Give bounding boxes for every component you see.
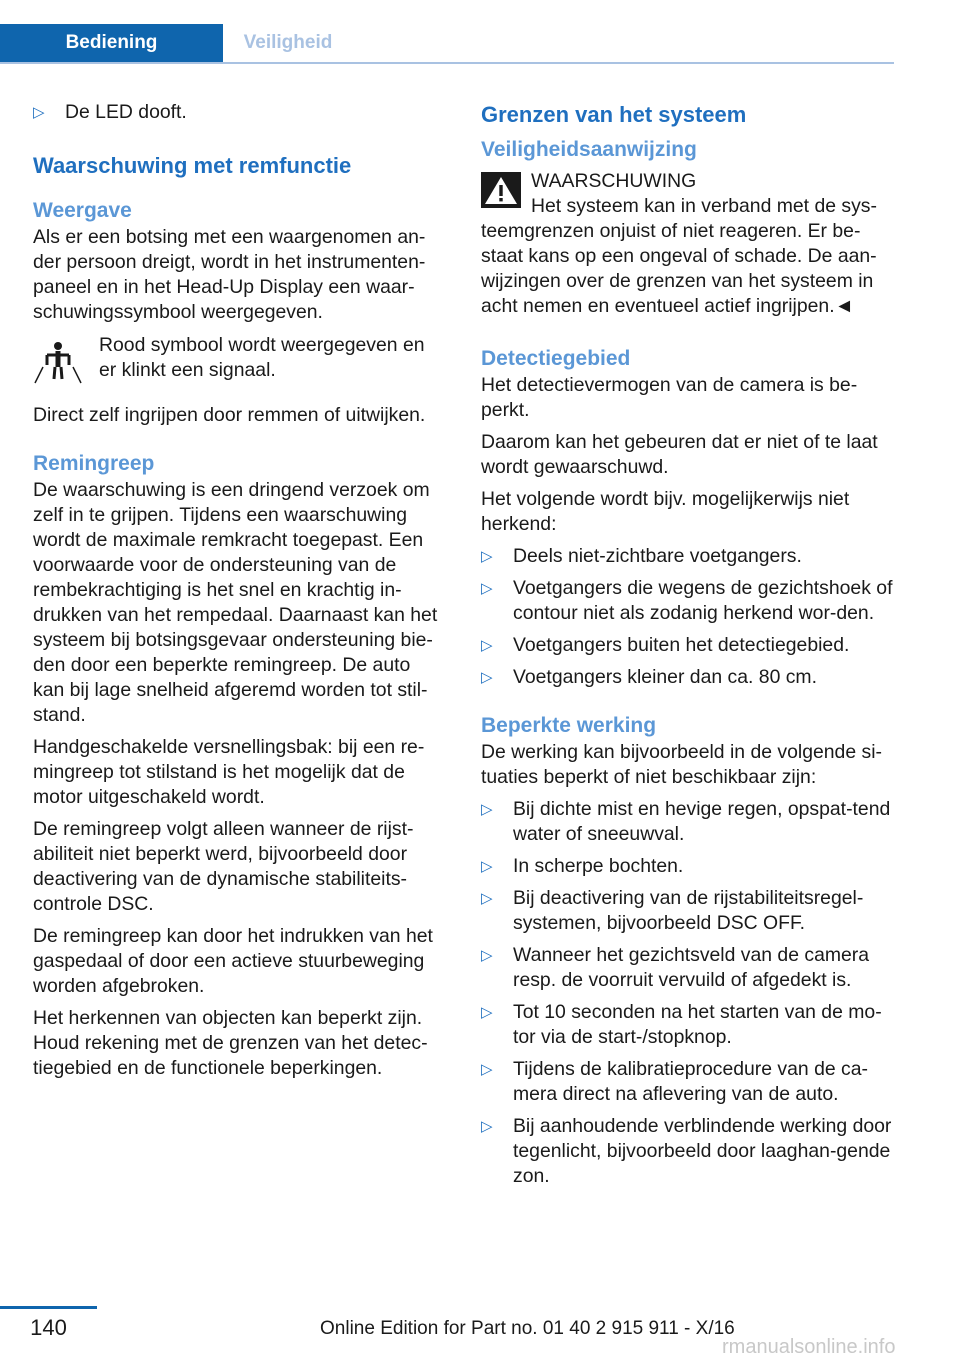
paragraph-braking-1: De waarschuwing is een dringend verzoek om zelf in te grijpen. Tijdens een waarschuwing wordt de maximale remkracht toegepast. Een voorwaarde voor de ondersteuning van de rembekrachtiging is het snel en krachtig in-drukken van het rempedaal. Daarnaast kan het systeem bij botsingsgevaar ondersteuning bie-den door een beperkte remingreep. De auto kan bij lage snelheid afgeremd worden tot stil-stand.: [33, 479, 438, 726]
subheading-safety: Veiligheidsaanwijzing: [481, 138, 697, 161]
subheading-limited: Beperkte werking: [481, 714, 657, 737]
list-item: [481, 544, 895, 569]
limited-list: [481, 797, 895, 1189]
led-list: [33, 100, 445, 125]
list-item-text: In scherpe bochten.: [513, 855, 684, 877]
list-item: [481, 1057, 895, 1107]
footer-rule: [0, 1306, 97, 1309]
warning-text: Het systeem kan in verband met de sys-teemgrenzen onjuist of niet reageren. Er be-staat kans op een ongeval of schade. De aan-wijzingen over de grenzen van het systeem in acht nemen en eventueel actief ingrijpen.◄: [481, 195, 877, 317]
triangle-bullet-icon: ▷: [481, 637, 493, 654]
paragraph-detection-2: Daarom kan het gebeuren dat er niet of te laat wordt gewaarschuwd.: [481, 431, 878, 478]
paragraph-braking-4: De remingreep kan door het indrukken van het gaspedaal of door een actieve stuurbeweging worden afgebroken.: [33, 925, 433, 997]
watermark: rmanualsonline.info: [722, 1336, 896, 1358]
paragraph-limited: De werking kan bijvoorbeeld in de volgende si-tuaties beperkt of niet beschikbaar zijn:: [481, 741, 882, 788]
symbol-description: [33, 333, 445, 393]
tab-veiligheid[interactable]: Veiligheid: [243, 32, 333, 53]
list-item: [481, 1000, 895, 1050]
list-item-text: Voetgangers kleiner dan ca. 80 cm.: [513, 666, 817, 688]
triangle-bullet-icon: ▷: [481, 947, 493, 964]
chapter-tabs: [0, 24, 894, 64]
paragraph-detection-3: Het volgende wordt bijv. mogelijkerwijs niet herkend:: [481, 488, 850, 535]
triangle-bullet-icon: ▷: [481, 1061, 493, 1078]
paragraph-detection-1: Het detectievermogen van de camera is be-perkt.: [481, 374, 858, 421]
triangle-bullet-icon: ▷: [481, 669, 493, 686]
edition-note: Online Edition for Part no. 01 40 2 915 911 - X/16: [320, 1318, 735, 1339]
right-column: [481, 100, 895, 1196]
list-item: [481, 633, 895, 658]
triangle-bullet-icon: ▷: [33, 104, 45, 121]
pedestrian-warning-icon: [33, 337, 83, 387]
list-item: [481, 1114, 895, 1189]
list-item-text: Bij aanhoudende verblindende werking door tegenlicht, bijvoorbeeld door laaghan-gende zon.: [513, 1115, 892, 1187]
list-item: [33, 100, 445, 125]
list-item-text: Bij dichte mist en hevige regen, opspat-tend water of sneeuwval.: [513, 798, 891, 845]
triangle-bullet-icon: ▷: [481, 580, 493, 597]
paragraph-intervene: Direct zelf ingrijpen door remmen of uitwijken.: [33, 404, 426, 426]
symbol-text: Rood symbool wordt weergegeven en er klinkt een signaal.: [99, 334, 425, 381]
warning-triangle-icon: [481, 172, 521, 208]
section-heading-limits: Grenzen van het systeem: [481, 102, 747, 127]
list-item-text: De LED dooft.: [65, 101, 187, 123]
page-number: 140: [30, 1315, 67, 1340]
triangle-bullet-icon: ▷: [481, 858, 493, 875]
warning-block: [481, 169, 895, 319]
list-item-text: Bij deactivering van de rijstabiliteitsregel-systemen, bijvoorbeeld DSC OFF.: [513, 887, 864, 934]
detection-list: [481, 544, 895, 690]
list-item-text: Voetgangers die wegens de gezichtshoek of contour niet als zodanig herkend wor-den.: [513, 577, 893, 624]
list-item: [481, 943, 895, 993]
warning-title: WAARSCHUWING: [531, 170, 697, 192]
subheading-display: Weergave: [33, 199, 132, 222]
paragraph-display: Als er een botsing met een waargenomen an-der persoon dreigt, wordt in het instrumenten-paneel en in het Head-Up Display een waar-schuwingssymbool weergegeven.: [33, 226, 426, 323]
list-item-text: Wanneer het gezichtsveld van de camera resp. de voorruit vervuild of afgedekt is.: [513, 944, 870, 991]
list-item: [481, 576, 895, 626]
triangle-bullet-icon: ▷: [481, 1118, 493, 1135]
triangle-bullet-icon: ▷: [481, 548, 493, 565]
section-heading-warning: Waarschuwing met remfunctie: [33, 153, 352, 178]
triangle-bullet-icon: ▷: [481, 801, 493, 818]
subheading-detection: Detectiegebied: [481, 347, 631, 370]
list-item: [481, 665, 895, 690]
list-item-text: Tot 10 seconden na het starten van de mo-tor via de start-/stopknop.: [513, 1001, 882, 1048]
paragraph-braking-3: De remingreep volgt alleen wanneer de rijst-abiliteit niet beperkt werd, bijvoorbeeld door deactivering van de dynamische stabiliteits-controle DSC.: [33, 818, 414, 915]
triangle-bullet-icon: ▷: [481, 890, 493, 907]
list-item: [481, 854, 895, 879]
tab-bediening[interactable]: Bediening: [0, 24, 223, 62]
paragraph-braking-2: Handgeschakelde versnellingsbak: bij een re-mingreep tot stilstand is het mogelijk dat de motor uitgeschakeld wordt.: [33, 736, 425, 808]
list-item: [481, 886, 895, 936]
paragraph-braking-5: Het herkennen van objecten kan beperkt zijn. Houd rekening met de grenzen van het detec-tiegebied en de functionele beperkingen.: [33, 1007, 428, 1079]
left-column: [33, 100, 445, 1088]
list-item-text: Voetgangers buiten het detectiegebied.: [513, 634, 850, 656]
list-item: [481, 797, 895, 847]
triangle-bullet-icon: ▷: [481, 1004, 493, 1021]
list-item-text: Deels niet-zichtbare voetgangers.: [513, 545, 802, 567]
subheading-braking: Remingreep: [33, 452, 155, 475]
list-item-text: Tijdens de kalibratieprocedure van de ca-mera direct na aflevering van de auto.: [513, 1058, 868, 1105]
